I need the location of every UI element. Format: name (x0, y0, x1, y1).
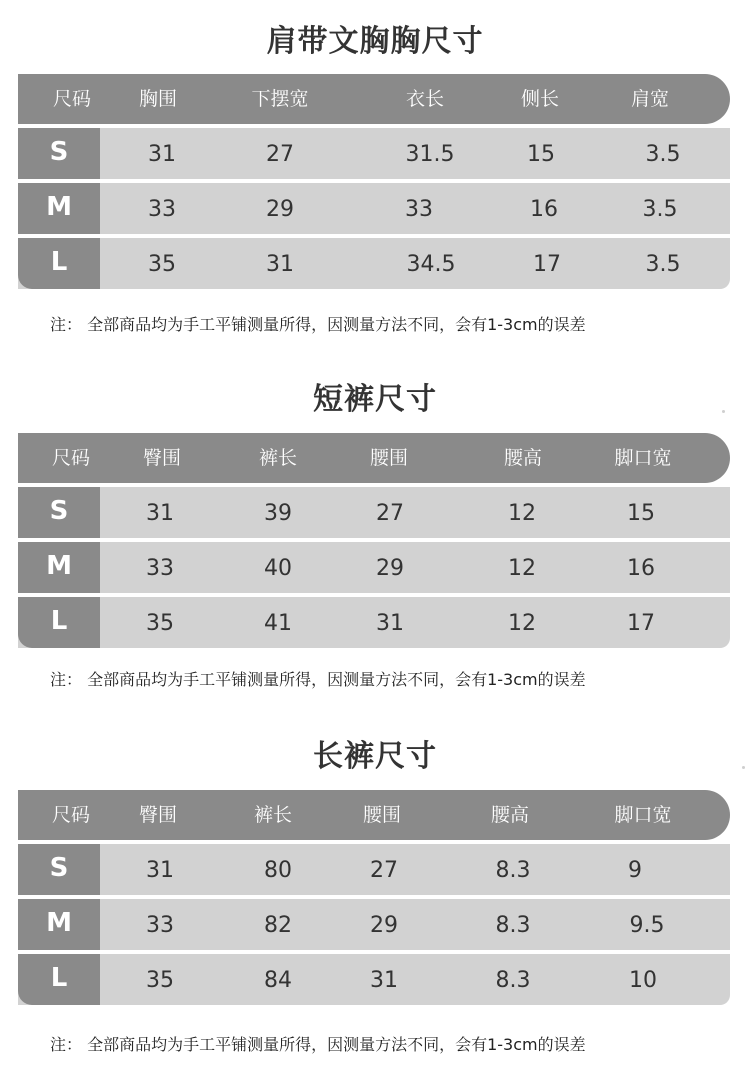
header-shoulder: 肩宽 (630, 88, 670, 110)
decorative-dot (722, 410, 725, 413)
header-rise: 腰高 (490, 804, 530, 826)
table-cell: 31 (148, 142, 176, 167)
table-cell: 82 (264, 913, 292, 938)
table-header (18, 74, 730, 124)
table-row (18, 487, 730, 538)
table-cell: 12 (508, 611, 536, 636)
measurement-note: 注： 全部商品均为手工平铺测量所得，因测量方法不同，会有1-3cm的误差 (50, 315, 586, 334)
table-cell: 29 (266, 197, 294, 222)
table-row (18, 238, 730, 289)
table-cell: 12 (508, 556, 536, 581)
header-hem-width: 下摆宽 (251, 88, 309, 110)
size-label: M (18, 542, 100, 593)
table-cell: 35 (146, 611, 174, 636)
table-cell: 31 (376, 611, 404, 636)
table-header (18, 790, 730, 840)
table-cell: 33 (146, 913, 174, 938)
table-cell: 35 (148, 252, 176, 277)
size-label: S (18, 487, 100, 538)
size-table (18, 790, 730, 1005)
table-cell: 27 (376, 501, 404, 526)
size-label: L (18, 238, 100, 289)
header-leg-opening: 脚口宽 (614, 804, 672, 826)
table-header (18, 433, 730, 483)
table-cell: 31 (146, 501, 174, 526)
table-row (18, 542, 730, 593)
table-cell: 29 (370, 913, 398, 938)
header-hip: 臀围 (142, 447, 182, 469)
header-side-length: 侧长 (520, 88, 560, 110)
measurement-note: 注： 全部商品均为手工平铺测量所得，因测量方法不同，会有1-3cm的误差 (50, 670, 586, 689)
table-cell: 10 (629, 968, 657, 993)
size-table (18, 433, 730, 648)
table-row (18, 128, 730, 179)
table-cell: 3.5 (645, 142, 681, 167)
header-pants-length: 裤长 (258, 447, 298, 469)
header-length: 衣长 (405, 88, 445, 110)
table-cell: 27 (266, 142, 294, 167)
header-waist: 腰围 (362, 804, 402, 826)
header-hip: 臀围 (138, 804, 178, 826)
table-cell: 35 (146, 968, 174, 993)
table-cell: 8.3 (495, 858, 531, 883)
table-cell: 40 (264, 556, 292, 581)
table-cell: 27 (370, 858, 398, 883)
table-row (18, 844, 730, 895)
table-cell: 31 (266, 252, 294, 277)
table-row (18, 899, 730, 950)
header-rise: 腰高 (503, 447, 543, 469)
table-cell: 41 (264, 611, 292, 636)
table-cell: 31 (370, 968, 398, 993)
size-label: S (18, 128, 100, 179)
table-cell: 84 (264, 968, 292, 993)
measurement-note: 注： 全部商品均为手工平铺测量所得，因测量方法不同，会有1-3cm的误差 (50, 1035, 586, 1054)
section-title: 长裤尺寸 (313, 739, 437, 774)
size-label: M (18, 183, 100, 234)
table-cell: 16 (530, 197, 558, 222)
table-cell: 17 (627, 611, 655, 636)
header-size: 尺码 (51, 447, 91, 469)
table-cell: 31 (146, 858, 174, 883)
table-cell: 8.3 (495, 968, 531, 993)
table-cell: 3.5 (642, 197, 678, 222)
header-pants-length: 裤长 (253, 804, 293, 826)
table-cell: 29 (376, 556, 404, 581)
table-cell: 80 (264, 858, 292, 883)
header-leg-opening: 脚口宽 (614, 447, 672, 469)
header-size: 尺码 (51, 804, 91, 826)
table-cell: 17 (533, 252, 561, 277)
header-size: 尺码 (52, 88, 92, 110)
size-label: L (18, 954, 100, 1005)
table-cell: 33 (405, 197, 433, 222)
table-cell: 33 (148, 197, 176, 222)
table-cell: 34.5 (406, 252, 456, 277)
table-cell: 15 (527, 142, 555, 167)
table-cell: 9.5 (629, 913, 665, 938)
table-row (18, 954, 730, 1005)
size-label: S (18, 844, 100, 895)
header-chest: 胸围 (138, 88, 178, 110)
table-row (18, 597, 730, 648)
table-cell: 8.3 (495, 913, 531, 938)
size-label: M (18, 899, 100, 950)
section-title: 短裤尺寸 (313, 382, 437, 417)
table-cell: 9 (628, 858, 642, 883)
size-label: L (18, 597, 100, 648)
table-cell: 15 (627, 501, 655, 526)
decorative-dot (742, 766, 745, 769)
table-cell: 12 (508, 501, 536, 526)
table-cell: 31.5 (405, 142, 455, 167)
table-cell: 3.5 (645, 252, 681, 277)
table-cell: 16 (627, 556, 655, 581)
table-row (18, 183, 730, 234)
size-table (18, 74, 730, 289)
section-title: 肩带文胸胸尺寸 (266, 24, 484, 59)
header-waist: 腰围 (369, 447, 409, 469)
table-cell: 33 (146, 556, 174, 581)
table-cell: 39 (264, 501, 292, 526)
